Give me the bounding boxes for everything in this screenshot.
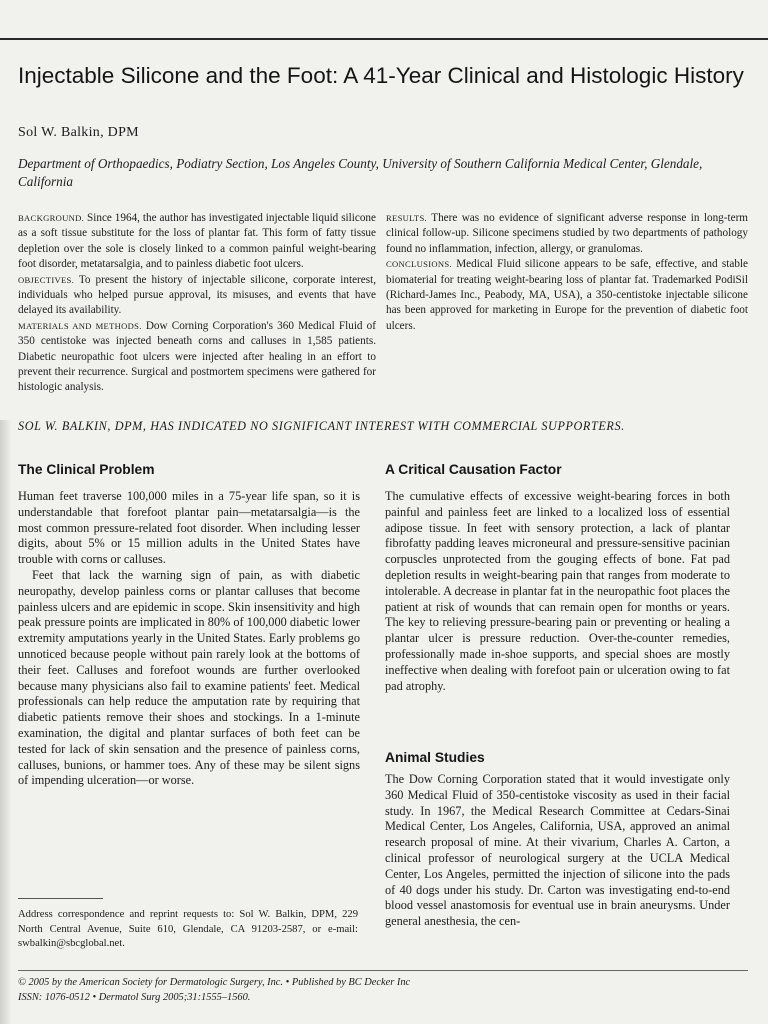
background-text: Since 1964, the author has investigated injectable liquid silicone as a soft tissue substitute for the loss of plantar fat. This form of fatty tissue depletion over the sole is closely linked to a common painful weight-bearing foot disorder, metatarsalgia, and to painless diabetic foot ulcers. (18, 212, 376, 271)
conflict-disclosure: SOL W. BALKIN, DPM, HAS INDICATED NO SIGNIFICANT INTEREST WITH COMMERCIAL SUPPORTERS. (18, 419, 625, 433)
clinical-problem-body (18, 489, 360, 789)
abstract-right-column (386, 211, 748, 334)
background-label: BACKGROUND. (18, 213, 85, 223)
citation-line: ISSN: 1076-0512 • Dermatol Surg 2005;31:1555–1560. (18, 992, 251, 1003)
abstract-background (18, 211, 376, 273)
methods-label: MATERIALS AND METHODS. (18, 320, 142, 331)
causation-body (385, 489, 730, 694)
footnote-rule (18, 898, 103, 899)
causation-paragraph-1: The cumulative effects of excessive weight-bearing forces in both painful and painless feet are linked to a localized loss of essential adipose tissue. In feet with sensory protection, a lack of plantar fibrofatty padding leaves microneural and pressure-sensitive pacinian corpuscles unprotected from the gouging effects of bone. Fat pad depletion results in weight-bearing pain that ranges from moderate to intolerable. A decrease in plantar fat in the neuropathic foot places the patient at risk of wounds that can remain open for months or years. The key to relieving pressure-bearing pain or preventing or healing a plantar ulcer is pressure reduction. Over-the-counter remedies, professionally made in-shoe supports, and special shoes are mostly ineffective when dealing with forefoot pain or ulceration owing to fat pad atrophy. (385, 489, 730, 693)
abstract-methods (18, 319, 376, 396)
conclusions-label: CONCLUSIONS. (386, 259, 452, 270)
clinical-problem-paragraph-2: Feet that lack the warning sign of pain, as with diabetic neuropathy, develop painless corns or plantar calluses that become painless ulcers and are epidemic in scope. Skin insensitivity and high peak pressure points are implicated in 80% of 100,000 diabetic lower extremity amputations yearly in the United States. Early problems go unnoticed because people without pain rarely look at the bottoms of their feet. Calluses and forefoot wounds are further overlooked because many physicians also fail to examine patients' feet. Medical professionals can help reduce the amputation rate by requiring that diabetic patients remove their shoes and stockings. In a 1-minute examination, the digital and plantar surfaces of both feet can be tested for lack of skin sensation and the presence of painless corns, calluses, bunions, or hammer toes. Any of these may be silent signs of impending ulceration—or worse. (18, 567, 360, 788)
copyright-footer (18, 975, 748, 1005)
abstract-results (386, 211, 748, 257)
clinical-problem-paragraph-1: Human feet traverse 100,000 miles in a 75-year life span, so it is understandable that forefoot plantar pain—metatarsalgia—is the most common pressure-related foot disorder. When including lesser digits, about 5% or 15 million adults in the United States have trouble with corns or calluses. (18, 489, 360, 567)
objectives-label: OBJECTIVES. (18, 274, 75, 285)
section-heading-animal-studies: Animal Studies (385, 750, 485, 765)
copyright-line: © 2005 by the American Society for Dermatologic Surgery, Inc. • Published by BC Decker Inc (18, 977, 411, 988)
section-heading-causation: A Critical Causation Factor (385, 462, 562, 477)
animal-studies-body (385, 772, 730, 930)
animal-studies-paragraph-1: The Dow Corning Corporation stated that it would investigate only 360 Medical Fluid of 350-centistoke viscosity as used in their facial study. In 1967, the Medical Research Committee at Cedars-Sinai Medical Center, Los Angeles, California, USA, approved an animal research proposal of mine. At their vivarium, Charles A. Carton, a clinical professor of neurological surgery at the UCLA Medical Center, Los Angeles, permitted the injection of silicone into the pads of 40 dogs under his study. Dr. Carton was investigating end-to-end blood vessel anastomosis for eventual use in brain aneurysms. Under general anesthesia, the cen- (385, 772, 730, 929)
article-affiliation: Department of Orthopaedics, Podiatry Section, Los Angeles County, University of Southern California Medical Center, Glendale, California (18, 156, 703, 189)
section-heading-clinical-problem: The Clinical Problem (18, 462, 155, 477)
results-label: RESULTS. (386, 213, 428, 223)
top-rule (0, 38, 768, 40)
article-author: Sol W. Balkin, DPM (18, 125, 139, 140)
abstract-conclusions (386, 257, 748, 334)
abstract-objectives (18, 273, 376, 319)
conclusions-text: Medical Fluid silicone appears to be safe, effective, and stable biomaterial for treating weight-bearing loss of plantar fat. Trademarked PodiSil (Richard-James Inc., Peabody, MA, USA), a 350-centistoke injectable silicone has been approved for marketing in Europe for the prevention of diabetic foot ulcers. (386, 258, 748, 332)
correspondence-footnote: Address correspondence and reprint requests to: Sol W. Balkin, DPM, 229 North Central Avenue, Suite 610, Glendale, CA 91203-2587, or e-mail: swbalkin@sbcglobal.net. (18, 909, 358, 950)
objectives-text: To present the history of injectable silicone, corporate interest, individuals who helped pursue approval, its misuses, and events that have delayed its availability. (18, 273, 376, 317)
methods-text: Dow Corning Corporation's 360 Medical Fluid of 350 centistoke was injected beneath corns and calluses in 1,585 patients. Diabetic neuropathic foot ulcers were injected after healing in an effort to prevent their recurrence. Surgical and postmortem specimens were gathered for histologic analysis. (18, 319, 376, 394)
page-scan-shadow (0, 420, 12, 1024)
abstract-left-column (18, 211, 376, 396)
results-text: There was no evidence of significant adverse response in long-term clinical follow-up. Silicone specimens studied by two departments of pathology found no inflammation, infection, allergy, or granulomas. (386, 212, 748, 255)
footer-rule (18, 970, 748, 971)
article-title: Injectable Silicone and the Foot: A 41-Year Clinical and Histologic History (18, 63, 744, 88)
